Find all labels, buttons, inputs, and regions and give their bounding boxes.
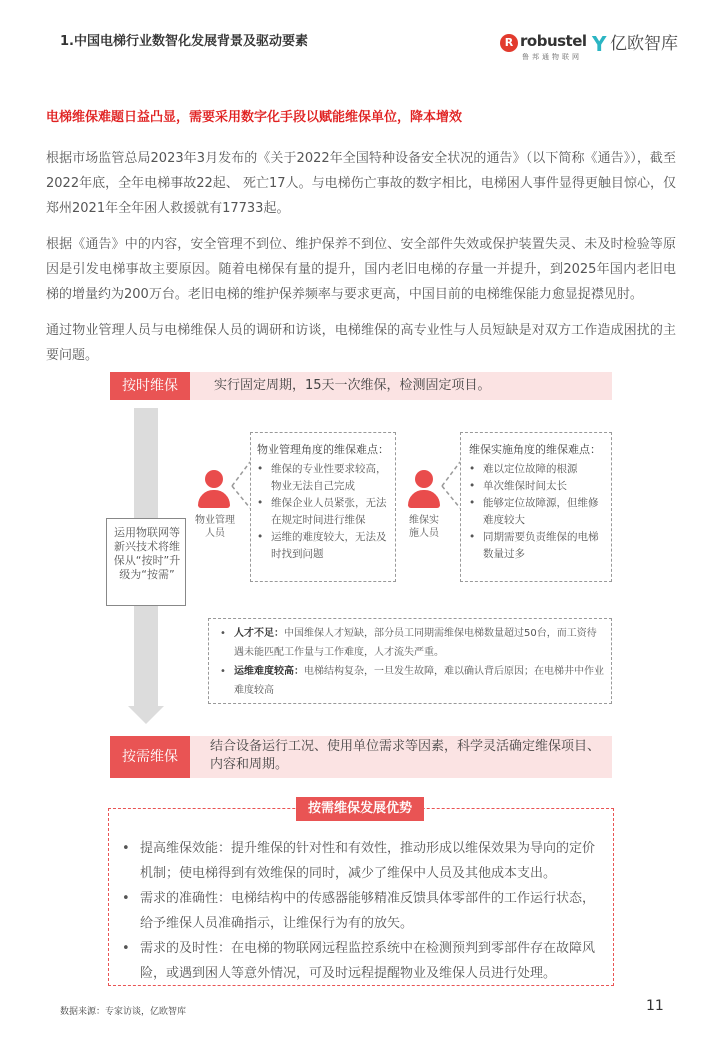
paragraph-accident-stats: 根据市场监管总局2023年3月发布的《关于2022年全国特种设备安全状况的通告》（以下简称《通告》），截至2022年底，全年电梯事故22起、 死亡17人。与电梯伤亡事故的数字相比，电梯困人事件显得更触目惊心，仅郑州2021年全年困人救援就有17733起。 [46,151,676,216]
list-item: • 需求的及时性：在电梯的物联网远程监控系统中在检测预判到零部件存在故障风险，或遇到困人等意外情况，可及时远程提醒物业及维保人员进行处理。 [118,936,606,986]
ondemand-tag: 按需维保 [110,736,190,778]
list-item [214,662,604,700]
yiou-logo-icon: Y [592,32,607,56]
maintenance-worker-icon [406,470,442,510]
list-item: • 维保的专业性要求较高，物业无法自己完成 [251,461,391,495]
data-source: 数据来源：专家访谈，亿欧智库 [60,1007,187,1017]
list-item: • 维保企业人员紧张，无法在规定时间进行维保 [251,495,391,529]
section-heading: 电梯维保难题日益凸显，需要采用数字化手段以赋能维保单位，降本增效 [46,110,463,125]
list-item: • 运维的难度较大，无法及时找到问题 [251,529,391,563]
yiou-logo-name: 亿欧智库 [610,34,678,54]
right-connector-top [442,462,460,486]
list-item: • 难以定位故障的根源 [463,461,605,478]
robustel-logo-icon: R [500,34,518,52]
property-difficulties-title: 物业管理角度的维保难点： [257,443,389,456]
robustel-logo-name: robustel [520,32,587,50]
difficulty-text: 电梯结构复杂，一旦发生故障，难以确认背后原因；在电梯井中作业难度较高 [234,666,604,696]
talent-label: 人才不足： [234,628,284,639]
paragraph-accident-causes: 根据《通告》中的内容，安全管理不到位、维护保养不到位、安全部件失效或保护装置失灵、未及时检验等原因是引发电梯事故主要原因。随着电梯保有量的提升，国内老旧电梯的存量一并提升，到2025年国内老旧电梯的增量约为200万台。老旧电梯的维护保养频率与要求更高，中国目前的电梯维保能力愈显捉襟见肘。 [46,237,676,302]
ontime-description: 实行固定周期，15天一次维保，检测固定项目。 [214,378,491,393]
list-item [214,624,604,662]
right-connector-bottom [442,486,460,508]
advantages-list [118,836,606,986]
maintenance-difficulties-list [463,461,605,563]
ontime-tag: 按时维保 [110,372,190,400]
list-item: • 同期需要负责维保的电梯数量过多 [463,529,605,563]
maintenance-difficulties-box [460,432,612,582]
left-connector-bottom [232,486,250,508]
property-difficulties-box [250,432,396,582]
list-item: • 提高维保效能：提升维保的针对性和有效性，推动形成以维保效果为导向的定价机制；使电梯得到有效维保的同时，减少了维保中人员及其他成本支出。 [118,836,606,886]
maintenance-worker-label: 维保实施人员 [409,515,439,539]
property-difficulties-list [251,461,391,563]
talent-text: 中国维保人才短缺，部分员工同期需维保电梯数量超过50台，而工资待遇未能匹配工作量与工作难度，人才流失严重。 [234,628,597,658]
left-connector-top [232,462,250,486]
property-manager-label: 物业管理人员 [195,515,235,539]
list-item: • 能够定位故障源，但维修难度较大 [463,495,605,529]
page-number: 11 [646,998,664,1014]
page-title: 1.中国电梯行业数智化发展背景及驱动要素 [60,34,308,49]
list-item: • 需求的准确性：电梯结构中的传感器能够精准反馈具体零部件的工作运行状态，给予维保人员准确指示，让维保行为有的放矢。 [118,886,606,936]
upgrade-note: 运用物联网等新兴技术将维保从“按时”升级为“按需” [113,526,181,581]
maintenance-difficulties-title: 维保实施角度的维保难点： [469,443,601,456]
property-manager-icon [196,470,232,510]
ondemand-description: 结合设备运行工况、使用单位需求等因素，科学灵活确定维保项目、内容和周期。 [210,739,601,772]
list-item: • 单次维保时间太长 [463,478,605,495]
talent-shortage-list [214,624,604,700]
paragraph-survey-findings: 通过物业管理人员与电梯维保人员的调研和访谈，电梯维保的高专业性与人员短缺是对双方工作造成困扰的主要问题。 [46,323,676,363]
difficulty-label: 运维难度较高： [234,666,304,677]
robustel-logo-subtitle: 鲁邦通物联网 [522,53,582,61]
advantages-title: 按需维保发展优势 [296,797,424,821]
